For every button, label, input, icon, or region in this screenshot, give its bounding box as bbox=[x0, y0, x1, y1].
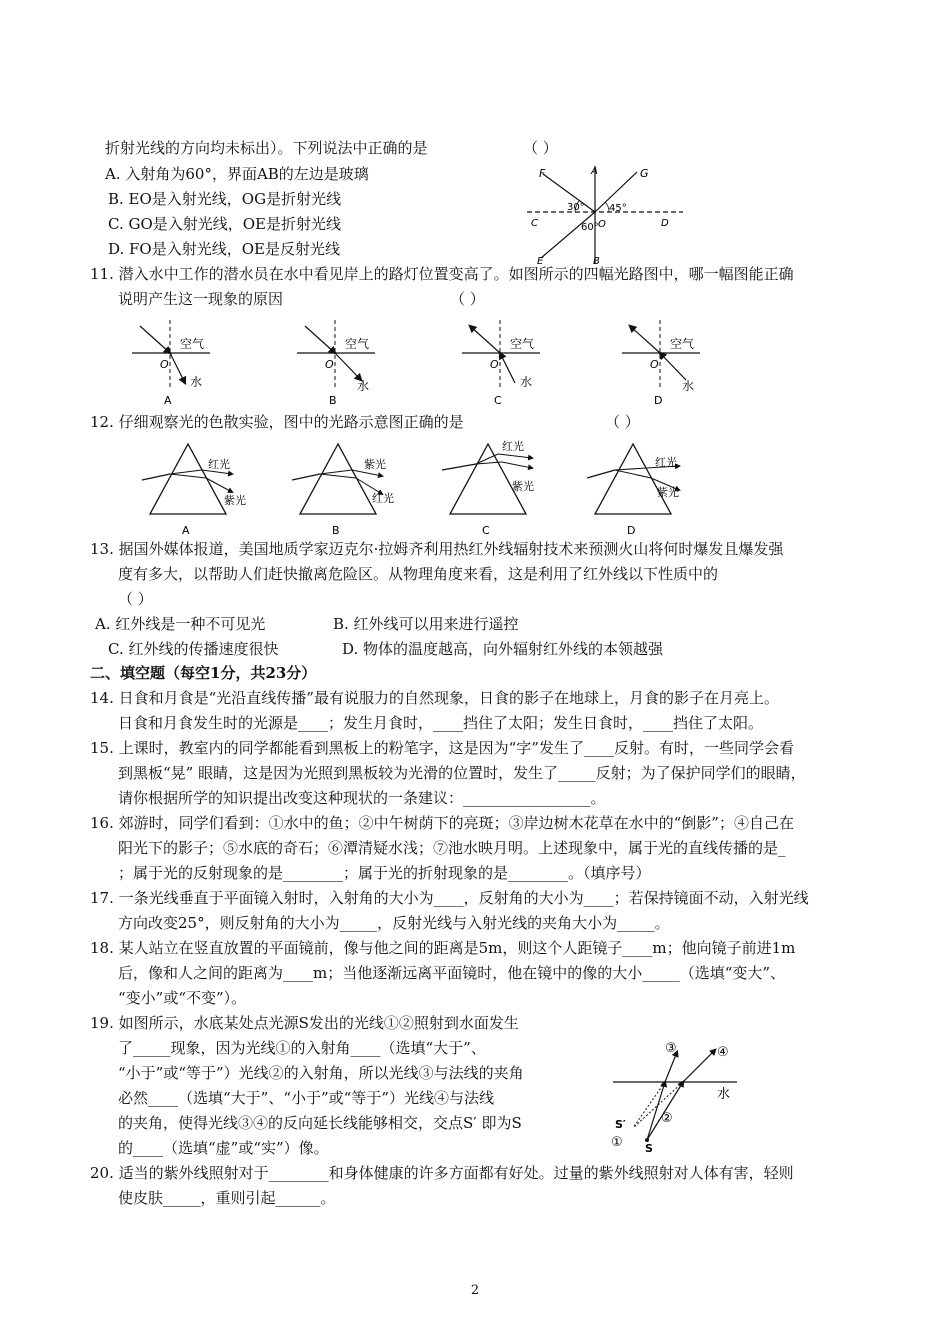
label-b: B bbox=[593, 256, 600, 265]
q13-stem-line2: 度有多大，以帮助人们赶快撤离危险区。从物理角度来看，这是利用了红外线以下性质中的 bbox=[118, 565, 719, 583]
q20-line2: 使皮肤_____，重则引起______。 bbox=[118, 1189, 336, 1207]
svg-text:空气: 空气 bbox=[180, 337, 205, 351]
svg-text:B: B bbox=[329, 394, 337, 407]
q13-option-d: D. 物体的温度越高，向外辐射红外线的本领越强 bbox=[342, 640, 664, 658]
q10-option-d: D. FO是入射光线，OE是反射光线 bbox=[108, 240, 340, 258]
q14-line1: 14. 日食和月食是“光沿直线传播”最有说服力的自然现象，日食的影子在地球上，月食的影子在月亮上。 bbox=[90, 689, 779, 707]
svg-text:O: O bbox=[160, 358, 169, 371]
svg-text:红光: 红光 bbox=[208, 458, 230, 471]
svg-text:空气: 空气 bbox=[670, 337, 695, 351]
q18-line2: 后，像和人之间的距离为____m；当他逐渐远离平面镜时，他在镜中的像的大小_____（选填“变大”、 bbox=[118, 964, 786, 982]
q19-line3: “小于”或“等于”）光线②的入射角，所以光线③与法线的夹角 bbox=[118, 1064, 524, 1082]
extension-4 bbox=[633, 1082, 683, 1128]
q19-line1: 19. 如图所示，水底某处点光源S发出的光线①②照射到水面发生 bbox=[90, 1014, 519, 1032]
q12-prism-d bbox=[587, 444, 679, 537]
q12-prism-c bbox=[442, 439, 534, 537]
svg-text:④: ④ bbox=[717, 1045, 729, 1060]
svg-text:B: B bbox=[332, 524, 340, 537]
q14-line2: 日食和月食发生时的光源是____；发生月食时，____挡住了太阳；发生日食时，____挡住了太阳。 bbox=[118, 714, 764, 732]
q15-line3: 请你根据所学的知识提出改变这种现状的一条建议：_________________。 bbox=[118, 789, 606, 807]
svg-text:空气: 空气 bbox=[510, 337, 535, 351]
q16-line2: 阳光下的影子；⑤水底的奇石；⑥潭清疑水浅；⑦池水映月明。上述现象中，属于光的直线传播的是_ bbox=[118, 839, 786, 857]
q13-option-c: C. 红外线的传播速度很快 bbox=[108, 640, 279, 658]
q11-diagram-b bbox=[297, 320, 375, 407]
svg-text:紫光: 紫光 bbox=[657, 486, 679, 499]
q17-line2: 方向改变25°，则反射角的大小为_____，反射光线与入射光线的夹角大小为_____。 bbox=[118, 914, 670, 932]
svg-text:空气: 空气 bbox=[345, 337, 370, 351]
page-number: 2 bbox=[470, 1283, 480, 1298]
q10-continuation: 折射光线的方向均未标出）。下列说法中正确的是 bbox=[105, 139, 428, 157]
svg-text:水: 水 bbox=[717, 1087, 731, 1102]
q11-stem-line1: 11. 潜入水中工作的潜水员在水中看见岸上的路灯位置变高了。如图所示的四幅光路图中，哪一幅图能正确 bbox=[90, 265, 794, 283]
q12-prism-b bbox=[292, 444, 394, 537]
svg-text:②: ② bbox=[661, 1111, 673, 1126]
q10-option-c: C. GO是入射光线，OE是折射光线 bbox=[108, 215, 342, 233]
ray-4 bbox=[683, 1050, 715, 1082]
svg-text:红光: 红光 bbox=[655, 456, 677, 469]
ray-3 bbox=[665, 1052, 677, 1082]
angle-30: 30° bbox=[567, 202, 585, 213]
svg-text:③: ③ bbox=[665, 1041, 677, 1056]
q15-line2: 到黑板“晃” 眼睛，这是因为光照到黑板较为光滑的位置时，发生了_____反射；为了保护同学们的眼睛， bbox=[118, 764, 806, 782]
svg-text:S: S bbox=[645, 1142, 653, 1155]
q13-stem-line1: 13. 据国外媒体报道，美国地质学家迈克尔·拉姆齐利用热红外线辐射技术来预测火山将何时爆发且爆发强 bbox=[90, 540, 784, 558]
label-o: O bbox=[598, 219, 606, 230]
svg-text:D: D bbox=[654, 394, 663, 407]
q10-option-b: B. EO是入射光线，OG是折射光线 bbox=[108, 190, 342, 208]
q11-stem-line2: 说明产生这一现象的原因 bbox=[118, 290, 284, 308]
svg-text:A: A bbox=[164, 394, 172, 407]
q19-line2: 了_____现象，因为光线①的入射角____（选填“大于”、 bbox=[118, 1039, 486, 1057]
svg-text:水: 水 bbox=[190, 375, 203, 389]
q13-option-a: A. 红外线是一种不可见光 bbox=[95, 615, 266, 633]
q12-stem: 12. 仔细观察光的色散实验，图中的光路示意图正确的是 bbox=[90, 413, 464, 431]
svg-text:①: ① bbox=[611, 1135, 623, 1150]
section-2-heading: 二、填空题（每空1分，共23分） bbox=[90, 664, 317, 682]
svg-text:O: O bbox=[490, 358, 499, 371]
q10-figure bbox=[525, 160, 685, 265]
label-e: E bbox=[537, 256, 544, 265]
angle-45: 45° bbox=[609, 203, 627, 214]
q15-line1: 15. 上课时，教室内的同学都能看到黑板上的粉笔字，这是因为“字”发生了____反射。有时，一些同学会看 bbox=[90, 739, 794, 757]
q16-line1: 16. 郊游时，同学们看到：①水中的鱼；②中午树荫下的亮斑；③岸边树木花草在水中的“倒影”；④自己在 bbox=[90, 814, 794, 832]
label-d: D bbox=[661, 218, 669, 229]
svg-text:紫光: 紫光 bbox=[224, 494, 246, 507]
ray-oe bbox=[541, 212, 595, 258]
svg-text:紫光: 紫光 bbox=[364, 458, 386, 471]
q12-answer-bracket: （ ） bbox=[605, 413, 640, 431]
q10-option-a: A. 入射角为60°，界面AB的左边是玻璃 bbox=[105, 165, 369, 183]
q11-diagram-d bbox=[622, 320, 700, 407]
svg-text:D: D bbox=[627, 524, 636, 537]
q17-line1: 17. 一条光线垂直于平面镜入射时，入射角的大小为____，反射角的大小为____；若保持镜面不动，入射光线 bbox=[90, 889, 809, 907]
q16-line3: ；属于光的反射现象的是________；属于光的折射现象的是________。（填序号） bbox=[118, 864, 651, 882]
svg-text:O: O bbox=[325, 358, 334, 371]
svg-text:C: C bbox=[482, 524, 490, 537]
label-f: F bbox=[539, 167, 546, 180]
q18-line3: “变小”或“不变”）。 bbox=[118, 989, 247, 1007]
svg-text:紫光: 紫光 bbox=[512, 480, 534, 493]
svg-text:O: O bbox=[650, 358, 659, 371]
svg-text:水: 水 bbox=[520, 375, 533, 389]
q19-line6: 的____（选填“虚”或“实”）像。 bbox=[118, 1139, 329, 1157]
q12-prism-a bbox=[142, 444, 246, 537]
svg-text:C: C bbox=[494, 394, 502, 407]
svg-text:S′: S′ bbox=[615, 1118, 626, 1131]
q11-figure bbox=[130, 318, 750, 408]
q18-line1: 18. 某人站立在竖直放置的平面镜前，像与他之间的距离是5m，则这个人距镜子____m；他向镜子前进1m bbox=[90, 939, 796, 957]
angle-60: 60° bbox=[581, 222, 599, 233]
q20-line1: 20. 适当的紫外线照射对于________和身体健康的许多方面都有好处。过量的紫外线照射对人体有害，轻则 bbox=[90, 1164, 794, 1182]
q11-answer-bracket: （ ） bbox=[450, 290, 485, 308]
label-c: C bbox=[531, 218, 538, 229]
svg-text:A: A bbox=[182, 524, 190, 537]
q11-diagram-a bbox=[132, 320, 210, 407]
q19-line4: 必然____（选填“大于”、“小于”或“等于”）光线④与法线 bbox=[118, 1089, 495, 1107]
svg-text:红光: 红光 bbox=[372, 492, 394, 505]
q13-answer-bracket: （ ） bbox=[118, 590, 153, 608]
svg-text:水: 水 bbox=[357, 379, 370, 393]
svg-text:水: 水 bbox=[682, 379, 695, 393]
q10-answer-bracket: （ ） bbox=[523, 139, 558, 157]
label-g: G bbox=[640, 167, 649, 180]
q19-figure bbox=[605, 1040, 745, 1155]
q19-line5: 的夹角，使得光线③④的反向延长线能够相交，交点S′ 即为S bbox=[118, 1114, 522, 1132]
svg-text:红光: 红光 bbox=[502, 440, 524, 453]
q13-option-b: B. 红外线可以用来进行遥控 bbox=[333, 615, 519, 633]
q11-diagram-c bbox=[462, 320, 540, 407]
label-a: A bbox=[591, 166, 598, 177]
q12-figure bbox=[140, 438, 700, 538]
